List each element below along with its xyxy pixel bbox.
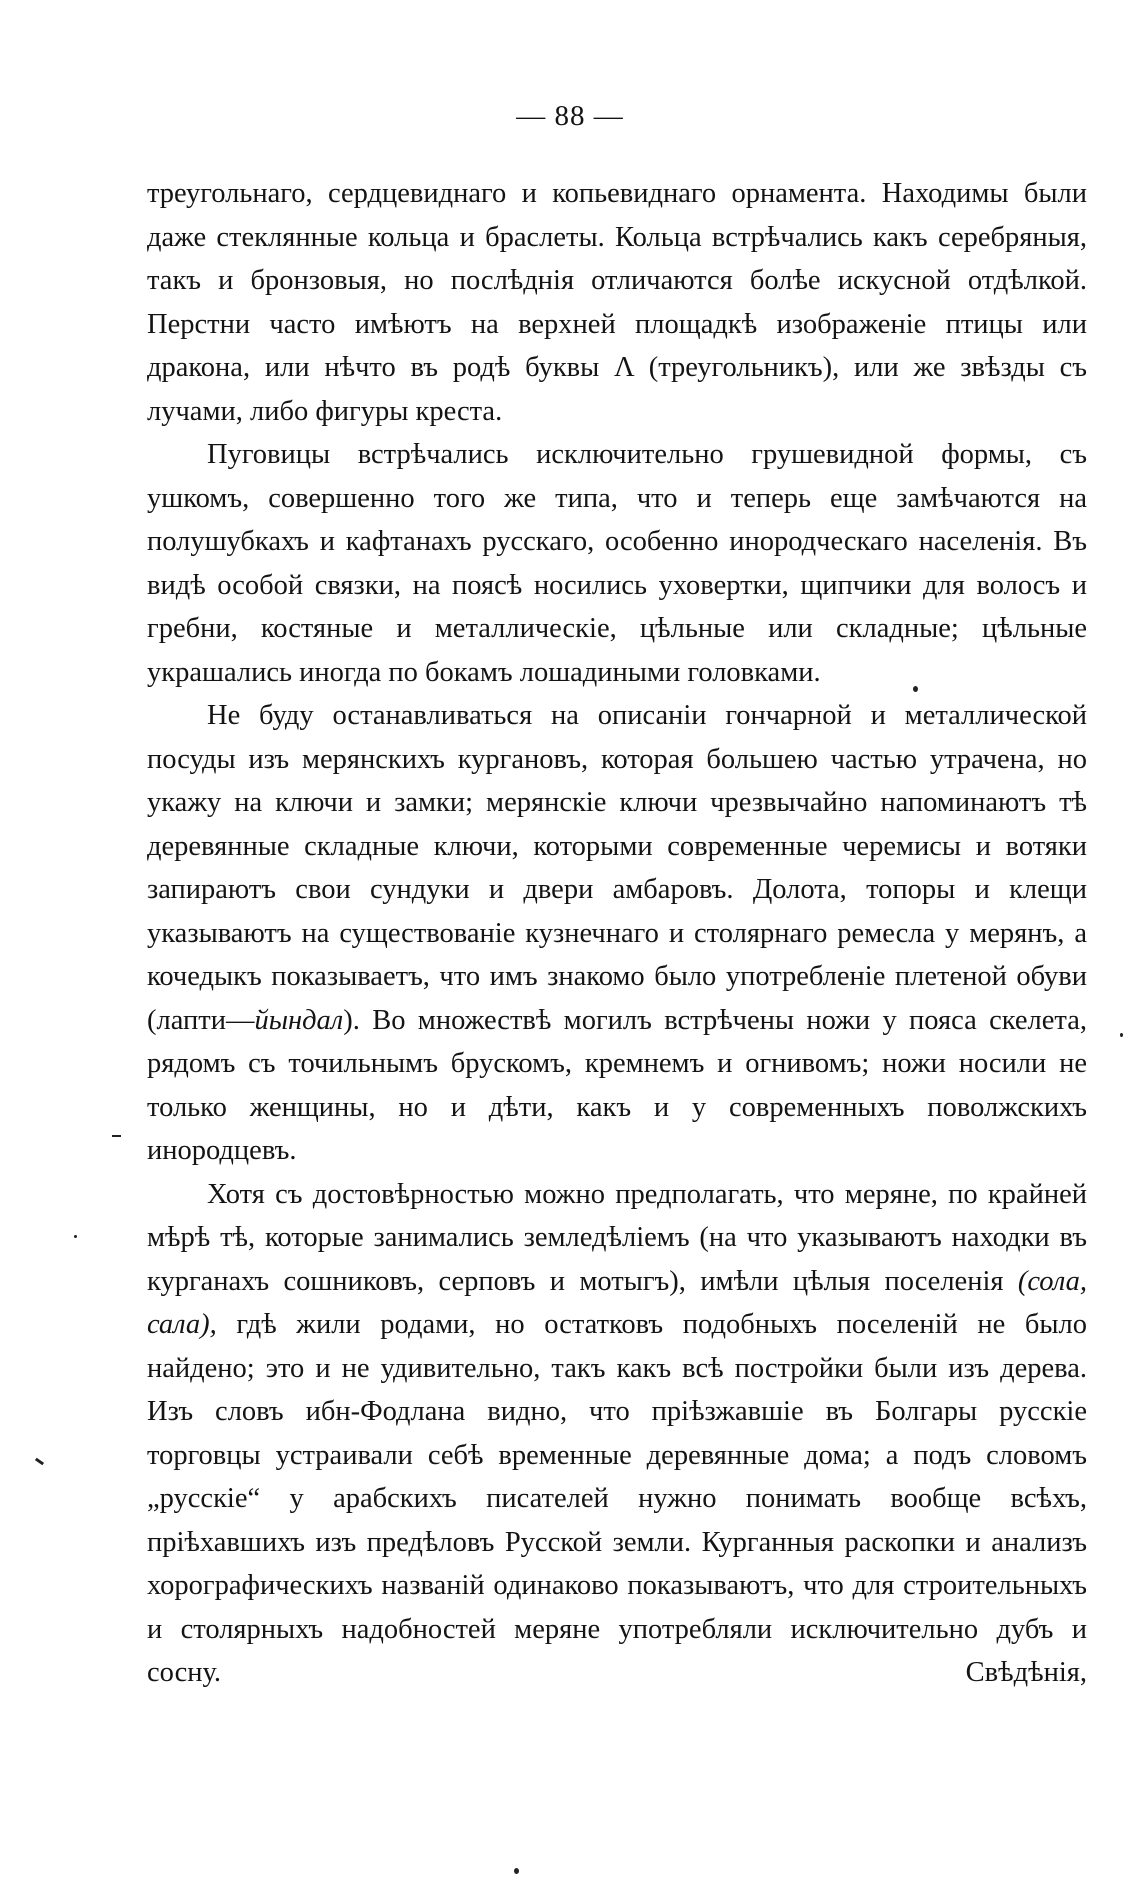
scan-speck	[112, 1135, 121, 1137]
paragraph-1	[147, 172, 1087, 433]
paragraph-3-text-after: ). Во множествѣ могилъ встрѣчены ножи у пояса скелета, рядомъ съ точильнымъ брускомъ, кремнемъ и огнивомъ; ножи носили не только женщины, но и дѣти, какъ и у современныхъ поволжскихъ инородцевъ.	[147, 1004, 1087, 1166]
paragraph-4	[147, 1173, 1087, 1695]
paragraph-3-italic-term: йындал	[254, 1004, 344, 1036]
scan-speck	[1120, 1033, 1123, 1037]
paragraph-3	[147, 694, 1087, 1173]
scan-speck	[514, 1868, 519, 1874]
paragraph-1-text: треугольнаго, сердцевиднаго и копьевиднаго орнамента. Находимы были даже стеклянные кольца и браслеты. Кольца встрѣчались какъ серебряныя, такъ и бронзовыя, но послѣднія отличаются болѣе искусной отдѣлкой. Перстни часто имѣютъ на верхней площадкѣ изображеніе птицы или дракона, или нѣчто въ родѣ буквы Λ (треугольникъ), или же звѣзды съ лучами, либо фигуры креста.	[147, 178, 1087, 427]
paragraph-4-text: Хотя съ достовѣрностью можно предполагать, что меряне, по крайней мѣрѣ тѣ, которые занимались земледѣліемъ (на что указываютъ находки въ курганахъ сошниковъ, серповъ и мотыгъ), имѣли цѣлыя поселенія	[147, 1178, 1087, 1297]
paragraph-4-text-after: гдѣ жили родами, но остатковъ подобныхъ поселеній не было найдено; это и не удивительно, такъ какъ всѣ постройки были изъ дерева. Изъ словъ ибн-Фодлана видно, что пріѣзжавшіе въ Болгары русскіе торговцы устраивали себѣ временные деревянные дома; а подъ словомъ „русскіе“ у арабскихъ писателей нужно понимать вообще всѣхъ, пріѣхавшихъ изъ предѣловъ Русской земли. Курганныя раскопки и анализъ хорографическихъ названій одинаково показываютъ, что для строительныхъ и столярныхъ надобностей меряне употребляли исключительно дубъ и сосну. Свѣдѣнія,	[147, 1309, 1087, 1688]
body-text	[147, 172, 1087, 1695]
paragraph-3-text: Не буду останавливаться на описаніи гончарной и металлической посуды изъ мерянскихъ кургановъ, которая большею частью утрачена, но укажу на ключи и замки; мерянскіе ключи чрезвычайно напоминаютъ тѣ деревянные складные ключи, которыми современные черемисы и вотяки запираютъ свои сундуки и двери амбаровъ. Долота, топоры и клещи указываютъ на существованіе кузнечнаго и столярнаго ремесла у мерянъ, а кочедыкъ показываетъ, что имъ знакомо было употребленіе плетеной обуви (лапти—	[147, 700, 1087, 1036]
scan-speck	[35, 1458, 44, 1466]
paragraph-4-italic-term: (сола, сала),	[147, 1265, 1087, 1340]
scan-speck	[74, 1235, 77, 1238]
paragraph-2	[147, 433, 1087, 694]
page-number: — 88 —	[516, 100, 624, 132]
paragraph-2-text: Пуговицы встрѣчались исключительно грушевидной формы, съ ушкомъ, совершенно того же типа, что и теперь еще замѣчаются на полушубкахъ и кафтанахъ русскаго, особенно инородческаго населенія. Въ видѣ особой связки, на поясѣ носились уховертки, щипчики для волосъ и гребни, костяные и металлическіе, цѣльные или складные; цѣльные украшались иногда по бокамъ лошадиными головками.	[147, 439, 1087, 688]
scan-speck	[913, 686, 918, 692]
